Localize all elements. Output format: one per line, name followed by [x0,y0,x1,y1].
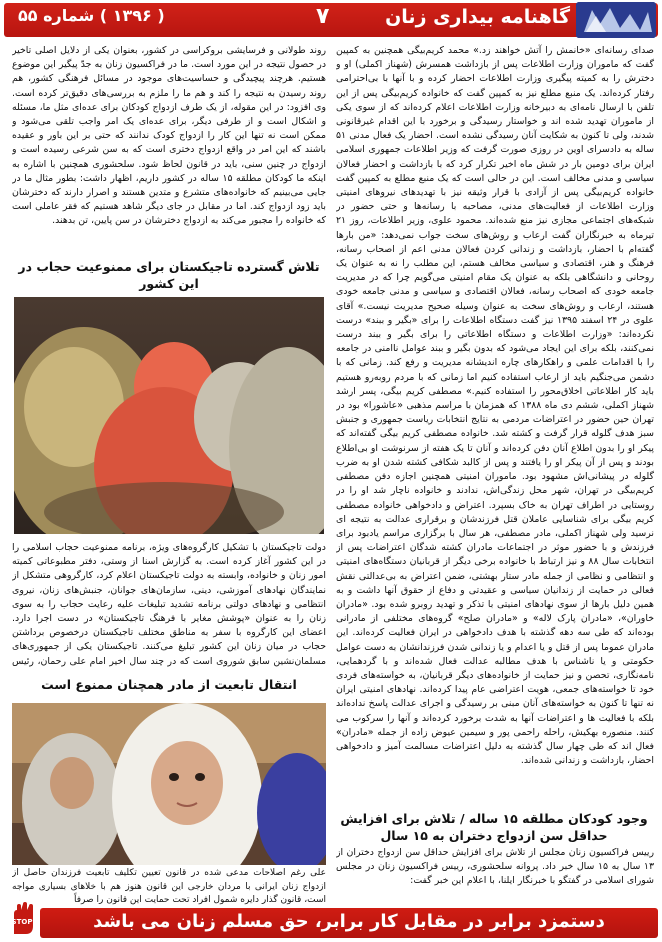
stop-badge-text: STOP [11,918,33,926]
tajikistan-headline: تلاش گسترده تاجیکستان برای ممنوعیت حجاب در این کشور [18,259,320,291]
magazine-logo [576,2,656,38]
child-marriage-article-body: رییس فراکسیون زنان مجلس از تلاش برای افزایش حداقل سن ازدواج دختران از ۱۳ سال به ۱۵ سال خبر داد. پروانه سلحشوری، رییس فراکسیون زنان در مجلس شورای اسلامی در گفتگو با خبرنگار ایلنا، با اعلام این خبر گفت: [336,847,654,887]
issue-number: ( ۱۳۹۶ ) شماره ۵۵ [18,6,165,25]
newsletter-title: گاهنامه بیداری زنان [385,6,570,28]
left-column-top-text: روند طولانی و فرسایشی بروکراسی در کشور، بعنوان یکی از دلایل اصلی تاخیر در حصول نتیجه در این مورد است. ما در فراکسیون زنان به جدّ پیگیر این موضوع هستیم. هرچند پیچیدگی و حساسیت‌های موجود در مسائل فرهنگی کشور، هم روند رسیدن به نتیجه را کند و هم ما را ملزم به بررسی‌های دقیق‌تر کرده است. وی افزود: در این مقوله، از یک طرف ازدواج کودکان برای عده‌ای مثل ما، مسئله و اشکال است و از طرفی دیگر، برای عده‌ای یک امر واجب تلقی می‌شود و ممکن است نه تنها این کار را ازدواج کودک ندانند که حتی بر این باور و عقیده باشند که این امر در واقع ازدواج دختری است که به سن شرعی رسیده است و ازدواج در چنین سنی، باید در قانون لحاظ شود. سلحشوری همچنین با اشاره به اینکه ما کودکان مطلقه ۱۵ ساله در کشور داریم، اظهار داشت: بطور مثال ما در جایی می‌بینیم که خانواده‌های متشرع و متدین هستند و اصرار دارند که دخترشان باید زود ازدواج کند. اما در مقابل در جای دیگر شاهد هستیم که فقر عاملی است که خانواده را مجبور می‌کند به ازدواج دخترشان در سن پایین، تن بدهند. [12,45,326,227]
footer-slogan: دستمزد برابر در مقابل کار برابر، حق مسلم زنان می باشد [93,911,605,932]
page-header [0,0,662,44]
page-number: ۷ [316,4,330,29]
girl-in-headscarf-photo [12,703,326,865]
right-column-article [336,44,654,803]
citizenship-article-body: علی رغم اصلاحات مدعی شده در قانون تعیین تکلیف تابعیت فرزندان حاصل از ازدواج زنان ایرانی با مردان خارجی این قانون هنوز هم با خلاهای بسیاری مواجه است، قانون گذار دایره شمول افراد تحت حمایت این قانون را صرفاً [12,868,326,905]
right-column-text: صدای رسانه‌ای «خانمش را آتش خواهند زد.» محمد کریم‌بیگی همچنین به کمپین گفت که ماموران وزارت اطلاعات پس از بازداشت همسرش (شهناز اکملی) او و دخترش را به کمیته پیگیری وزارت اطلاعات احضار کرده و با آنها با بی‌احترامی رفتار کرده‌اند. یک منبع مطلع نیز به کمپین گفت که خانواده کریم‌بیگی پس از این تلفن با ارسال نامه‌ای به دبیرخانه وزارت اطلاعات اعلام کرده‌اند که از سوی یکی از ماموران تهدید شده اند و خواستار رسیدگی و برخورد با این اقدام غیرقانونی شدند، ولی تا کنون به شکایت آنان رسیدگی نشده است. احضار یک فعال مدنی ۵۱ ساله به دادسرای اوین در روزی صورت گرفت که وزیر اطلاعات جمهوری اسلامی ایران برای دومین بار در شش ماه اخیر تکرار کرد که با بازداشت و احضار فعالان سیاسی و مدنی مخالف است. این در حالی است که یک منبع مطلع به کمپین گفت خانواده کریم‌بیگی پس از آزادی با قرار وثیقه نیز با تهدیدهای نیروهای امنیتی وزارت اطلاعات از فعالیت‌های مدنی، مصاحبه با رسانه‌ها و حتی حضور در شبکه‌های اجتماعی مجازی نیز منع شده‌اند. محمود علوی، وزیر اطلاعات، روز ۲۱ تیرماه به خبرنگاران گفت ارعاب و روش‌های سخت جواب نمی‌دهد: «من بارها گفته‌ام با احضار، بازداشت و زندانی کردن فعالان مدنی اعم از اصحاب رسانه، فرهنگ و هنر، اقتصادی و سیاسی مخالف هستم، این مطلب را نه به عنوان یک روحانی و دانشگاهی بلکه به عنوان یک مقام امنیتی می‌گویم چرا که در مدیریت جامعه خودی که اصحاب رسانه، فعالان اقتصادی و سیاسی و مدنی جامعه خودی هستند، ارعاب و روش‌های سخت به عنوان وسیله صحیح مدیریت نیست.» آقای علوی در ۲۴ اسفند ۱۳۹۵ نیز گفت دستگاه اطلاعات را برای «بگیر و ببند» درست نکرده‌اند: «وزارت اطلاعات و دستگاه اطلاعاتی را برای بگیر و ببند درست نمی‌کنند، بلکه برای این ایجاد می‌شود که بدون بگیر و ببند عوامل ناامنی در جامعه را با اقدامات علمی و راهکارهای چاره اندیشانه مدیریت و رفع کند. زمانی که با دشمن می‌جنگیم باید از ارعاب استفاده کنیم اما زمانی که با مردم روبه‌رو هستیم باید کار اطلاعاتی اخلاق‌محور را استفاده کنیم.» مصطفی کریم بیگی، پسر ارشد شهناز اکملی، ششم دی ماه ۱۳۸۸ که همزمان با مراسم مذهبی «عاشورا» بود در تهران حین حضور در اعتراضات مردمی به نتایج انتخابات ریاست جمهوری و جنبش سبز هدف گلوله قرار گرفت و کشته شد. خانواده مصطفی کریم بیگی گفته‌اند که پیکر او را بدون اطلاع آنان دفن کرده‌اند و آنان تا یک هفته از سرنوشت او بی‌اطلاع بودند و پس از آن پیکر او را یافتند و پس از کالبد شکافی کشته شدن او به ضرب گلوله در پیشانی‌اش مشهود بود. ماموران امنیتی همچنین اجازه دفن مصطفی کریم‌بیگی در تهران، شهر محل زندگی‌اش، ندادند و خانواده ناچار شد او را در روستایی در اطراف تهران به خاک بسپرد. اعتراض و دادخواهی خانواده مصطفی کریم بیگی برای شناسایی عاملان قتل فرزندشان و برقراری عدالت به نتیجه ای نرسید ولی شهناز اکملی، مادر مصطفی، هر سال با برگزاری مراسم یادبود برای فرزندش و با حضور موثر در اجتماعات مادران کشته شدگان اعتراضات پس از انتخابات سال ۸۸ و نیز ارتباط با خانواده برخی دیگر از قربانیان دستگاه‌های امنیتی و انتظامی و نظامی از جمله مادر ستار بهشتی، ضمن اعتراض به بی‌عدالتی نقش فعالی در حمایت از زندانیان سیاسی و عقیدتی و دفاع از حقوق آنها داشت و به همین دلیل بارها از سوی نهادهای امنیتی با تذکر و تهدید روبرو شده بود. «مادران خاوران»، «مادران پارک لاله» و «مادران صلح» گروه‌های مختلفی از مادرانی بوده‌اند که طی سه دهه گذشته با هدف دادخواهی در ایران فعالیت کرده‌اند. این مادران عموما پس از قتل و یا اعدام و یا زندانی شدن فرزندانشان به دست عوامل حکومتی و یا ناشناس با هدف مطالبه عدالت فعال شده‌اند و با گردهمایی، نامه‌نگاری، تحصن و نیز حمایت از خانواده‌های دیگر قربانیان، به خواسته‌های فردی خود تا خواسته‌های جمعی، هویت اعتراضی عام پیدا کرده‌اند. نهادهای امنیتی ایران نه تنها تا کنون به خواسته‌های آنان مبنی بر رسیدگی و اجرای عدالت پاسخ نداده‌اند بلکه با فعالیت ها و اعتراضات آنها به شدت برخورد کرده‌اند و آنها را سرکوب می کنند. منصوره بهکیش، راحله راحمی پور و سیمین عیوض زاده از جمله «مادران» فعال اند که طی چهار سال گذشته به دلیل اعتراضات مسالمت آمیز و دادخواهی احضار، بازداشت و زندانی شده‌اند. [336,45,654,767]
tajik-women-hijab-photo [14,297,324,534]
footer-banner [40,908,658,938]
citizenship-headline: انتقال تابعیت از مادر همچنان ممنوع است [41,677,297,692]
stop-violence-badge [4,900,40,936]
tajikistan-article-body [12,541,326,669]
tajikistan-text: دولت تاجیکستان با تشکیل کارگروه‌های ویژه، برنامه ممنوعیت حجاب اسلامی را در این کشور آغاز کرده است. به گزارش اسنا از وستی، دفتر مطبوعاتی کمیته امور زنان و خانواده، وابسته به دولت تاجیکستان اعلام کرد، کارگروهی متشکل از نمایندگان نهادهای آموزشی، دینی، سازمان‌های جوانان، جنبش‌های زنان، نیروی انتظامی و نهادهای دولتی برنامه تشدید تبلیغات علیه رعایت حجاب را به سوی زنان را به عنوان «پوشش مغایر با فرهنگ تاجیکستان» در دست اجرا دارد. اعضای این کارگروه با سفر به مناطق مختلف تاجیکستان درخصوص برداشتن حجاب در میان زنان این کشور تبلیغ می‌کنند. تاجیکستان یکی از جمهوری‌های مسلمان‌نشین سابق شوروی است که در چند سال اخیر امام علی رحمان، رئیس [12,542,326,667]
left-column-continuation [12,44,326,254]
child-marriage-headline: وجود کودکان مطلقه ۱۵ ساله / تلاش برای افزایش حداقل سن ازدواج دختران به ۱۵ سال [340,811,648,843]
